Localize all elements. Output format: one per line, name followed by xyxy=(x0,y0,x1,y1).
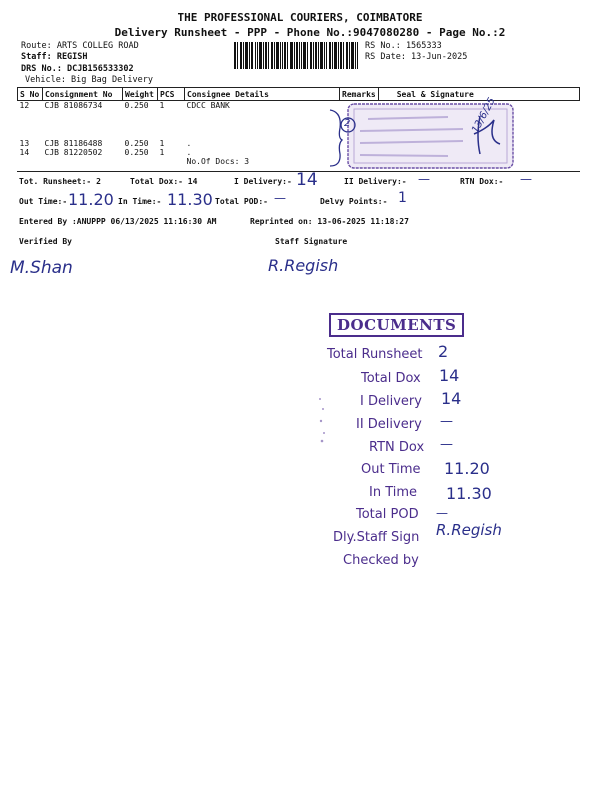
barcode xyxy=(234,42,358,69)
stamp-label-out-time: Out Time xyxy=(361,462,421,477)
verified-signature: M.Shan xyxy=(10,258,73,278)
stamp-value-rtn-dox: — xyxy=(440,437,453,452)
ii-delivery-value: — xyxy=(418,172,430,186)
drs-number: DRS No.: DCJB156533302 xyxy=(21,64,134,74)
col-remarks: Remarks xyxy=(340,88,379,101)
stamp-label-checked-by: Checked by xyxy=(343,553,419,568)
cell-consignment: CJB 81220502 xyxy=(44,147,103,157)
cell-pcs: 1 xyxy=(159,147,165,157)
cell-sno: 13 xyxy=(19,138,30,148)
cell-consignee: . xyxy=(186,147,192,157)
delvy-points-value: 1 xyxy=(398,190,407,206)
cell-consignment: CJB 81186488 xyxy=(44,138,103,148)
stamp-value-out-time: 11.20 xyxy=(444,459,490,478)
stamp-label-i-delivery: I Delivery xyxy=(360,394,422,409)
rtn-dox-label: RTN Dox:- xyxy=(460,177,504,186)
col-pcs: PCS xyxy=(158,88,185,101)
rs-date: RS Date: 13-Jun-2025 xyxy=(365,52,468,62)
company-title: THE PROFESSIONAL COURIERS, COIMBATORE xyxy=(177,11,423,24)
total-runsheet: Tot. Runsheet:- 2 xyxy=(19,177,101,186)
cell-pcs: 1 xyxy=(159,101,165,110)
cell-sno: 12 xyxy=(19,101,30,110)
staff-signature: R.Regish xyxy=(268,256,339,275)
staff: Staff: REGISH xyxy=(21,52,88,62)
stamp-value-total-runsheet: 2 xyxy=(438,342,449,361)
cell-consignment: CJB 81086734 xyxy=(44,101,103,110)
cell-pcs: 1 xyxy=(159,138,165,148)
total-pod-value: — xyxy=(274,191,286,205)
seal-date: 13/6/25 xyxy=(470,95,498,136)
stamp-value-total-pod: — xyxy=(436,506,448,520)
col-consignee: Consignee Details xyxy=(185,88,340,101)
rs-number: RS No.: 1565333 xyxy=(365,41,442,51)
no-of-docs: No.Of Docs: 3 xyxy=(186,156,250,166)
runsheet-subtitle: Delivery Runsheet - PPP - Phone No.:9047080280 - Page No.:2 xyxy=(114,26,506,39)
seal-number: 2 xyxy=(344,118,351,129)
stamp-value-in-time: 11.30 xyxy=(446,484,492,503)
cell-sno: 14 xyxy=(19,147,30,157)
total-dox: Total Dox:- 14 xyxy=(130,177,198,186)
col-consignment: Consignment No xyxy=(43,88,123,101)
i-delivery-value: 14 xyxy=(296,170,318,190)
documents-stamp-title xyxy=(329,313,464,337)
stamp-label-in-time: In Time xyxy=(369,485,418,500)
stamp-label-dly-staff-sign: Dly.Staff Sign xyxy=(333,530,420,545)
route: Route: ARTS COLLEG ROAD xyxy=(21,41,139,51)
cell-weight: 0.250 xyxy=(124,147,149,157)
stamp-label-total-runsheet: Total Runsheet xyxy=(327,347,423,362)
stamp-value-ii-delivery: — xyxy=(440,414,453,429)
reprinted-on: Reprinted on: 13-06-2025 11:18:27 xyxy=(250,217,409,226)
stamp-label-ii-delivery: II Delivery xyxy=(356,417,422,432)
delvy-points-label: Delvy Points:- xyxy=(320,197,388,206)
i-delivery-label: I Delivery:- xyxy=(234,177,292,186)
cell-weight: 0.250 xyxy=(124,138,149,148)
ink-specks xyxy=(316,395,328,449)
in-time-value: 11.30 xyxy=(167,190,213,209)
cell-consignee: CDCC BANK xyxy=(186,101,230,110)
entered-by: Entered By :ANUPPP 06/13/2025 11:16:30 AM xyxy=(19,217,217,226)
out-time-value: 11.20 xyxy=(68,190,114,209)
stamp-label-rtn-dox: RTN Dox xyxy=(369,440,425,455)
ii-delivery-label: II Delivery:- xyxy=(344,177,407,186)
stamp-value-dly-staff-sign: R.Regish xyxy=(436,521,502,539)
col-sno: S No xyxy=(18,88,43,101)
cell-consignee: . xyxy=(186,138,192,148)
col-weight: Weight xyxy=(123,88,158,101)
staff-signature-label: Staff Signature xyxy=(275,237,348,246)
total-pod-label: Total POD:- xyxy=(215,197,268,206)
in-time-label: In Time:- xyxy=(118,197,162,206)
stamp-label-total-dox: Total Dox xyxy=(361,371,421,386)
cell-weight: 0.250 xyxy=(124,101,149,110)
vehicle: Vehicle: Big Bag Delivery xyxy=(25,75,153,85)
verified-by-label: Verified By xyxy=(19,237,72,246)
stamp-value-total-dox: 14 xyxy=(439,366,460,385)
documents-title-text: DOCUMENTS xyxy=(337,316,457,334)
stamp-label-total-pod: Total POD xyxy=(356,507,419,522)
col-seal: Seal & Signature xyxy=(378,88,579,101)
stamp-value-i-delivery: 14 xyxy=(441,389,462,408)
out-time-label: Out Time:- xyxy=(19,197,68,206)
rtn-dox-value: — xyxy=(520,172,532,186)
